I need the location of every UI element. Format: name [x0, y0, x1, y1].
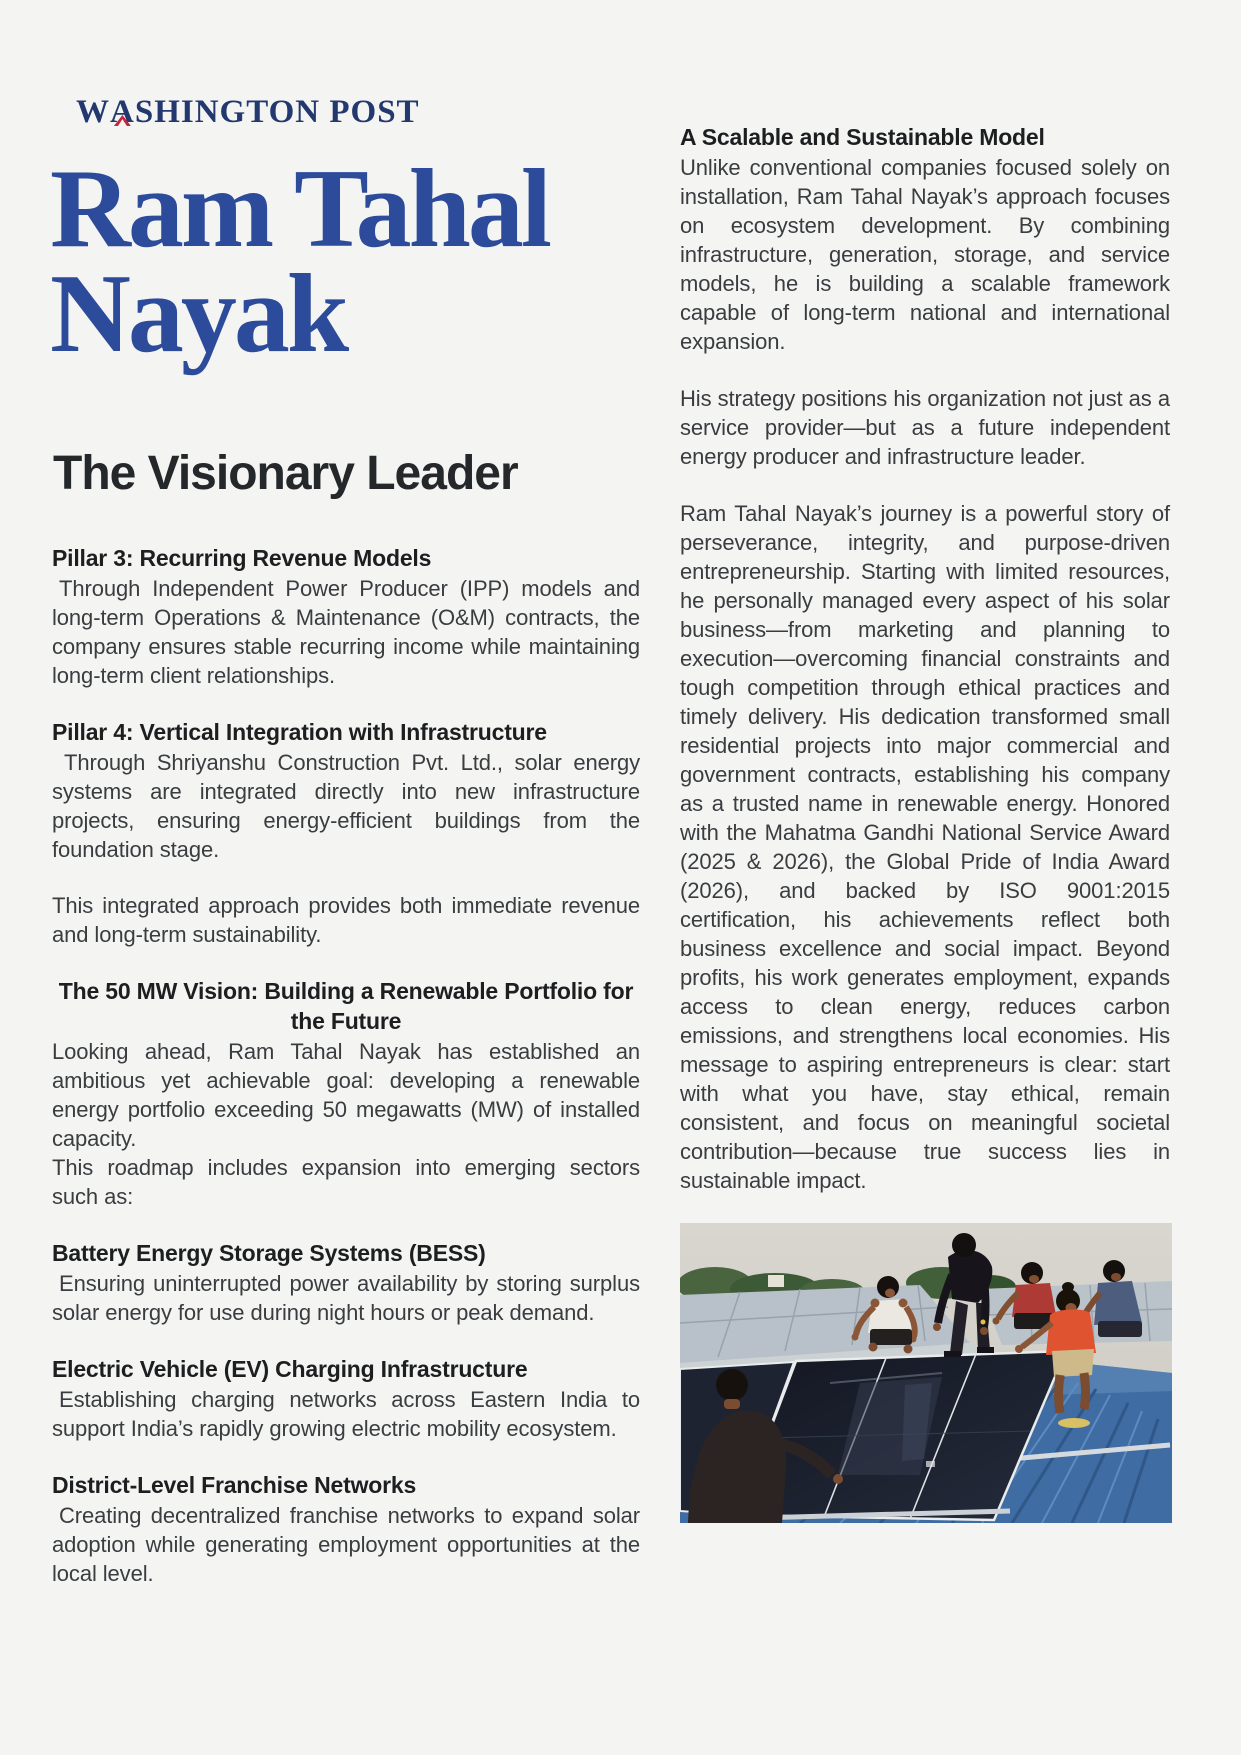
section-body: Through Shriyanshu Construction Pvt. Ltd., solar energy systems are integrated directly into new infrastructure projects, ensuring energy-efficient buildings from the foundation stage. [52, 750, 640, 862]
logo-letter-a: A [110, 94, 135, 130]
right-column [680, 122, 1170, 1523]
section-heading: Pillar 3: Recurring Revenue Models [52, 545, 432, 571]
article-subtitle: The Visionary Leader [53, 447, 518, 500]
section-scalable-model [680, 122, 1170, 356]
article-title [50, 147, 549, 376]
section-journey [680, 499, 1170, 1195]
section-heading: District-Level Franchise Networks [52, 1472, 417, 1498]
section-pillar-3 [52, 543, 640, 690]
section-body: Creating decentralized franchise networks to expand solar adoption while generating employment opportunities at the local level. [52, 1503, 640, 1586]
logo-text-rest: SHINGTON POST [134, 94, 420, 130]
section-body-2: This roadmap includes expansion into emerging sectors such as: [52, 1155, 640, 1209]
section-body: His strategy positions his organization not just as a service provider—but as a future independent energy producer and infrastructure leader. [680, 386, 1170, 469]
section-50mw-vision [52, 976, 640, 1211]
section-body: This integrated approach provides both immediate revenue and long-term sustainability. [52, 893, 640, 947]
section-body: Looking ahead, Ram Tahal Nayak has established an ambitious yet achievable goal: developing a renewable energy portfolio exceeding 50 megawatts (MW) of installed capacity. [52, 1039, 640, 1151]
title-line-2: Nayak [50, 252, 347, 376]
solar-installation-photo [680, 1223, 1172, 1523]
section-body: Establishing charging networks across Eastern India to support India’s rapidly growing electric mobility ecosystem. [52, 1387, 640, 1441]
section-franchise-networks [52, 1470, 640, 1588]
logo-text: W [76, 94, 110, 130]
section-ev-charging [52, 1354, 640, 1443]
section-body: Ram Tahal Nayak’s journey is a powerful story of perseverance, integrity, and purpose-driven entrepreneurship. Starting with limited resources, he personally managed every aspect of his solar business—from marketing and planning to execution—overcoming financial constraints and tough competition through ethical practices and timely delivery. His dedication transformed small residential projects into major commercial and government contracts, establishing his company as a trusted name in renewable energy. Honored with the Mahatma Gandhi National Service Award (2025 & 2026), the Global Pride of India Award (2026), and backed by ISO 9001:2015 certification, his achievements reflect both business excellence and social impact. Beyond profits, his work generates employment, expands access to clean energy, reduces carbon emissions, and strengthens local economies. His message to aspiring entrepreneurs is clear: start with what you have, stay ethical, remain consistent, and focus on meaningful societal contribution—because true success lies in sustainable impact. [680, 501, 1170, 1193]
section-pillar-4 [52, 717, 640, 864]
title-line-1: Ram Tahal [50, 147, 549, 271]
section-integrated-approach [52, 891, 640, 949]
section-body: Through Independent Power Producer (IPP) models and long-term Operations & Maintenance (O&M) contracts, the company ensures stable recurring income while maintaining long-term client relationships. [52, 576, 640, 688]
section-body: Ensuring uninterrupted power availability by storing surplus solar energy for use during night hours or peak demand. [52, 1271, 640, 1325]
section-heading: Battery Energy Storage Systems (BESS) [52, 1240, 486, 1266]
left-column [52, 543, 640, 1615]
section-body: Unlike conventional companies focused solely on installation, Ram Tahal Nayak’s approach focuses on ecosystem development. By combining infrastructure, generation, storage, and service models, he is building a scalable framework capable of long-term national and international expansion. [680, 155, 1170, 354]
section-heading: Electric Vehicle (EV) Charging Infrastructure [52, 1356, 528, 1382]
section-heading: The 50 MW Vision: Building a Renewable Portfolio for the Future [58, 978, 634, 1034]
section-bess [52, 1238, 640, 1327]
section-heading: A Scalable and Sustainable Model [680, 124, 1045, 150]
masthead-logo [76, 94, 420, 131]
section-strategy [680, 384, 1170, 471]
section-heading: Pillar 4: Vertical Integration with Infrastructure [52, 719, 547, 745]
